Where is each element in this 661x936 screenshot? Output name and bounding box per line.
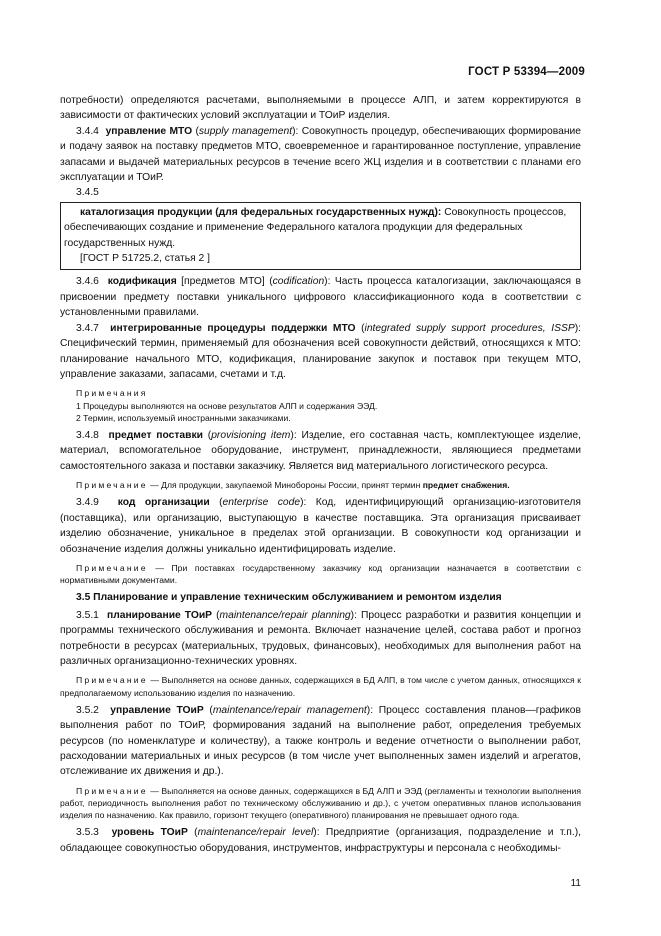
note-label: Примечание (76, 480, 148, 491)
term-3-4-5 (64, 205, 577, 251)
note-item: 2 Термин, используемый иностранными заказчиками. (76, 412, 291, 423)
term-number: 3.4.9 (76, 497, 99, 509)
term-definition: : Совокупность процедур, обеспечивающих формирование и подачу заявок на поставку предметов МТО, своевременное и гарантированное поступление, управление запасами и выдачей материальных ресурсов в течение всего ЖЦ изделия и в соответствии с планами его эксплуатации и ТОиР. (60, 125, 581, 184)
term-title: кодификация (107, 276, 177, 288)
term-number: 3.5.3 (76, 827, 99, 839)
term-title: управление ТОиР (110, 704, 204, 716)
note-label: Примечание (76, 562, 148, 573)
term-number: 3.4.8 (76, 429, 99, 441)
term-definition: ): Процесс разработки и развития концепции и программы технического обслуживания и ремонта. Включает назначение целей, состава работ и прогноз потребности в ресурсах (материальных, трудовых, финансовых), необходимых для выполнения работ на различных организационно-технических уровнях. (60, 609, 582, 667)
note-text: — Для продукции, закупаемой Минобороны России, принят термин (147, 480, 423, 491)
notes-heading: Примечания (76, 388, 148, 399)
term-3-5-1: 3.5.1 планирование ТОиР (maintenance/repair planning): Процесс разработки и развития концепции и программы технического обслуживания и ремонта. Включает назначение целей, состава работ и прогноз потребности в ресурсах (материальных, трудовых, финансовых), необходимых для выполнения работ на различных организационно-технических уровнях. (60, 609, 582, 667)
term-3-4-5-number: 3.4.5 (76, 187, 99, 199)
note-text: — Выполняется на основе данных, содержащихся в БД АЛП, в том числе с учетом данных, относящихся к предполагаемому использованию изделия по назначению. (60, 675, 581, 698)
term-definition: ): Процесс составления планов—графиков выполнения работ по ТОиР, формирования заданий на выполнение работ, определения требуемых ресурсов (по номенклатуре и количеству), а также контроль и ведение отчетности о выполнении работ, расходовании материальных и иных ресурсов (в том числе учет выполненных замен изделий и агрегатов, отслеживание их движения и др.). (60, 704, 581, 778)
note-3-4-9 (60, 562, 581, 586)
term-definition: ): Код, идентифицирующий организацию-изготовителя (поставщика), или организацию, выступающую в качестве поставщика. Эта организация присваивает изделию обозначение, уникальное в пределах этой организации. В совокупности код организации и обозначение изделия должны уникально идентифицировать изделие. (60, 497, 581, 555)
term-english: supply management (198, 125, 293, 137)
standard-header: ГОСТ Р 53394—2009 (468, 66, 585, 78)
term-title: управление МТО (105, 125, 193, 137)
term-english: enterprise code (222, 497, 301, 509)
term-number: 3.4.6 (76, 276, 99, 288)
note-3-5-1 (60, 674, 581, 698)
quoted-definition-box (60, 202, 581, 271)
note-3-5-2 (60, 785, 581, 822)
term-number: 3.4.7 (76, 322, 99, 334)
term-definition: ): Изделие, его составная часть, комплектующее изделие, материал, вспомогательное оборудование, инструмент, принадлежности, являющиеся предметами самостоятельного заказа и поставки заказчику. Является вид материального логистического ресурса. (60, 429, 581, 472)
note-label: Примечание (76, 675, 148, 686)
notes-3-4-7 (60, 387, 581, 424)
term-definition: ): Часть процесса каталогизации, заключающаяся в присвоении предмету поставки уникального цифрового классификационного кода в соответствии с установленными правилами. (60, 276, 581, 319)
term-english: maintenance/repair level (197, 827, 314, 839)
term-3-4-7: 3.4.7 интегрированные процедуры поддержки МТО (integrated supply support procedures, ISSP): Специфический термин, применяемый для обозначения всей совокупности действий, относящихся к МТО: планирование начального МТО, кодификация, планирование закупок и поставок при текущем МТО, управление заказами, запасами, счетами и т.д. (60, 322, 581, 380)
term-number: 3.4.4 (76, 125, 99, 137)
term-3-5-2: 3.5.2 управление ТОиР (maintenance/repair management): Процесс составления планов—графиков выполнения работ по ТОиР, формирования заданий на выполнение работ, определения требуемых ресурсов (по номенклатуре и количеству), а также контроль и ведение отчетности о выполнении работ, расходовании материальных и иных ресурсов (в том числе учет выполненных замен изделий и агрегатов, отслеживание их движения и др.). (60, 704, 581, 778)
note-label: Примечание (76, 785, 148, 796)
note-item: 1 Процедуры выполняются на основе результатов АЛП и содержания ЭЭД. (76, 400, 378, 411)
term-3-4-6 (60, 274, 581, 320)
term-title: планирование ТОиР (106, 609, 213, 621)
term-qualifier: [предметов МТО] ( (176, 276, 273, 288)
page-body (60, 93, 581, 856)
note-3-4-8 (60, 479, 581, 491)
reference: [ГОСТ Р 51725.2, статья 2 ] (80, 253, 210, 265)
term-title: интегрированные процедуры поддержки МТО (110, 322, 356, 334)
term-3-5-3: 3.5.3 уровень ТОиР (maintenance/repair level): Предприятие (организация, подразделение и т.п.), обладающее совокупностью оборудования, инструментов, инфраструктуры и персонала с необходимы- (60, 827, 581, 854)
term-english: maintenance/repair planning (219, 609, 351, 621)
term-number: 3.5.2 (76, 704, 99, 716)
term-english: maintenance/repair management (212, 704, 367, 716)
term-title: код организации (117, 497, 210, 509)
note-term: предмет снабжения. (422, 480, 510, 491)
term-definition: Совокупность процессов, обеспечивающих создание и применение Федерального каталога продукции для федеральных государственных нужд. (64, 206, 567, 249)
note-text: — Выполняется на основе данных, содержащихся в БД АЛП и ЭЭД (регламенты и технологии выполнения работ, периодичность выполнения работ по техническому обслуживанию и др.), с учетом оперативных планов использования изделия по назначению. Как правило, горизонт текущего (оперативного) планирования не превышает одного года. (60, 785, 581, 821)
paragraph-continuation: потребности) определяются расчетами, выполняемыми в процессе АЛП, и затем корректируются в зависимости от фактических условий эксплуатации и ТОиР изделия. (60, 95, 581, 122)
term-definition: ): Специфический термин, применяемый для обозначения всей совокупности действий, относящихся к МТО: планирование начального МТО, кодификация, планирование закупок и поставок при текущем МТО, управление заказами, запасами, счетами и т.д. (60, 322, 581, 380)
term-3-4-4: 3.4.4 управление МТО (supply management): Совокупность процедур, обеспечивающих формирование и подачу заявок на поставку предметов МТО, своевременное и гарантированное поступление, управление запасами и выдачей материальных ресурсов в течение всего ЖЦ изделия и в соответствии с планами его эксплуатации и ТОиР. (60, 125, 581, 184)
section-heading-3-5: 3.5 Планирование и управление техническим обслуживанием и ремонтом изделия (76, 592, 502, 604)
term-title: предмет поставки (108, 429, 203, 441)
term-title: уровень ТОиР (111, 827, 188, 839)
term-3-4-8: 3.4.8 предмет поставки (provisioning item): Изделие, его составная часть, комплектующее изделие, материал, вспомогательное оборудование, инструмент, принадлежности, являющиеся предметами самостоятельного заказа и поставки заказчику. Является вид материального логистического ресурса. (60, 429, 581, 472)
term-number: 3.5.1 (76, 609, 99, 621)
note-text: — При поставках государственному заказчику код организации назначается в соответствии с нормативными документами. (60, 562, 581, 586)
term-english: provisioning item (211, 429, 291, 441)
term-definition: ): Предприятие (организация, подразделение и т.п.), обладающее совокупностью оборудования, инструментов, инфраструктуры и персонала с необходимы- (60, 827, 581, 854)
term-english: integrated supply support procedures, ISSP (364, 322, 575, 334)
term-title: каталогизация продукции (для федеральных государственных нужд): (80, 206, 442, 218)
term-3-4-9: 3.4.9 код организации (enterprise code): Код, идентифицирующий организацию-изготовителя (поставщика), или организацию, выступающую в качестве поставщика. Эта организация присваивает изделию обозначение, уникальное в пределах этой организации. В совокупности код организации и обозначение изделия должны уникально идентифицировать изделие. (60, 497, 581, 555)
term-english: codification (272, 276, 325, 288)
page-number: 11 (570, 878, 581, 889)
